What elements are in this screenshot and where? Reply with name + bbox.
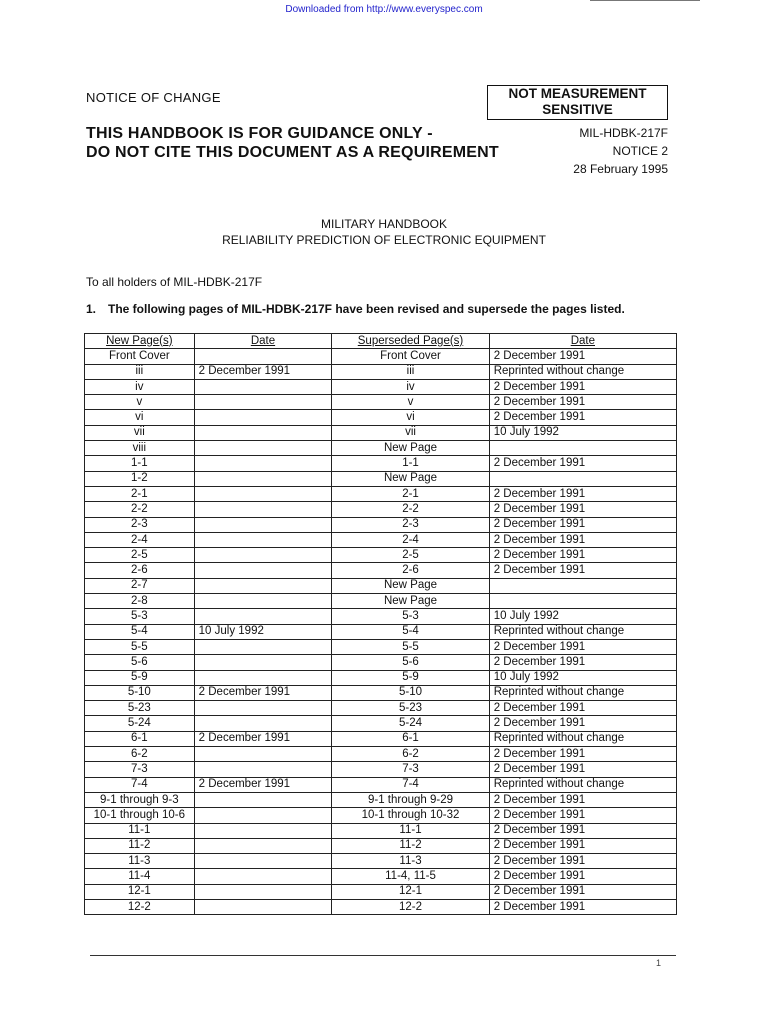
superseded-page-cell: 5-3 <box>332 609 489 624</box>
handbook-title <box>0 216 768 248</box>
superseded-page-cell: 11-2 <box>332 838 489 853</box>
document-identifier <box>560 124 668 178</box>
table-row <box>85 685 677 700</box>
nms-line-1: NOT MEASUREMENT <box>508 86 647 101</box>
new-date-cell <box>194 747 332 762</box>
header-superseded-pages: Superseded Page(s) <box>332 334 489 349</box>
new-date-cell <box>194 578 332 593</box>
table-row <box>85 532 677 547</box>
superseded-date-cell: 2 December 1991 <box>489 792 676 807</box>
superseded-page-cell: 9-1 through 9-29 <box>332 792 489 807</box>
item-number: 1. <box>86 302 97 316</box>
table-row <box>85 838 677 853</box>
new-page-cell: 5-23 <box>85 701 195 716</box>
superseded-date-cell: 2 December 1991 <box>489 838 676 853</box>
nms-line-2: SENSITIVE <box>542 102 613 117</box>
table-row <box>85 854 677 869</box>
superseded-date-cell: 2 December 1991 <box>489 502 676 517</box>
footer-rule <box>90 955 676 956</box>
new-page-cell: 2-6 <box>85 563 195 578</box>
new-date-cell <box>194 502 332 517</box>
new-page-cell: 6-1 <box>85 731 195 746</box>
superseded-page-cell: vii <box>332 425 489 440</box>
new-page-cell: iii <box>85 364 195 379</box>
new-date-cell <box>194 792 332 807</box>
new-date-cell <box>194 639 332 654</box>
superseded-page-cell: 10-1 through 10-32 <box>332 808 489 823</box>
superseded-page-cell: 12-2 <box>332 899 489 914</box>
superseded-date-cell: 2 December 1991 <box>489 517 676 532</box>
table-row <box>85 701 677 716</box>
page-number: 1 <box>656 958 662 968</box>
new-page-cell: 11-3 <box>85 854 195 869</box>
new-page-cell: 5-9 <box>85 670 195 685</box>
superseded-date-cell: Reprinted without change <box>489 731 676 746</box>
table-row <box>85 609 677 624</box>
superseded-page-cell: v <box>332 395 489 410</box>
handbook-title-line-2: RELIABILITY PREDICTION OF ELECTRONIC EQUIPMENT <box>222 233 546 247</box>
superseded-date-cell: 2 December 1991 <box>489 548 676 563</box>
table-row <box>85 823 677 838</box>
table-row <box>85 792 677 807</box>
new-page-cell: 2-1 <box>85 486 195 501</box>
superseded-date-cell: 10 July 1992 <box>489 609 676 624</box>
new-date-cell <box>194 609 332 624</box>
superseded-date-cell: Reprinted without change <box>489 685 676 700</box>
new-page-cell: 12-2 <box>85 899 195 914</box>
new-page-cell: 5-24 <box>85 716 195 731</box>
table-body <box>85 349 677 915</box>
new-date-cell <box>194 899 332 914</box>
table-row <box>85 502 677 517</box>
notice-number: NOTICE 2 <box>612 144 668 158</box>
superseded-date-cell: 2 December 1991 <box>489 486 676 501</box>
superseded-page-cell: 7-3 <box>332 762 489 777</box>
new-page-cell: 5-3 <box>85 609 195 624</box>
superseded-date-cell <box>489 441 676 456</box>
superseded-page-cell: New Page <box>332 594 489 609</box>
superseded-page-cell: iv <box>332 379 489 394</box>
superseded-page-cell: iii <box>332 364 489 379</box>
new-date-cell <box>194 517 332 532</box>
table-row <box>85 471 677 486</box>
new-date-cell <box>194 563 332 578</box>
addressee-line: To all holders of MIL-HDBK-217F <box>86 275 263 289</box>
new-date-cell: 10 July 1992 <box>194 624 332 639</box>
superseded-date-cell: 2 December 1991 <box>489 456 676 471</box>
table-row <box>85 762 677 777</box>
new-page-cell: 5-10 <box>85 685 195 700</box>
new-date-cell <box>194 594 332 609</box>
new-date-cell <box>194 532 332 547</box>
superseded-date-cell: Reprinted without change <box>489 364 676 379</box>
superseded-page-cell: 2-1 <box>332 486 489 501</box>
new-date-cell <box>194 349 332 364</box>
new-date-cell <box>194 838 332 853</box>
table-row <box>85 425 677 440</box>
table-row <box>85 884 677 899</box>
doc-date: 28 February 1995 <box>573 162 668 176</box>
guidance-line-2: DO NOT CITE THIS DOCUMENT AS A REQUIREMENT <box>86 144 499 161</box>
not-measurement-sensitive-box <box>487 85 668 120</box>
superseded-page-cell: 2-5 <box>332 548 489 563</box>
new-date-cell <box>194 854 332 869</box>
superseded-date-cell: 2 December 1991 <box>489 716 676 731</box>
table-row <box>85 364 677 379</box>
superseded-page-cell: 2-4 <box>332 532 489 547</box>
superseded-page-cell: 5-23 <box>332 701 489 716</box>
header-new-pages: New Page(s) <box>85 334 195 349</box>
superseded-date-cell: 2 December 1991 <box>489 563 676 578</box>
table-row <box>85 777 677 792</box>
new-date-cell <box>194 701 332 716</box>
new-page-cell: viii <box>85 441 195 456</box>
new-page-cell: 2-8 <box>85 594 195 609</box>
new-page-cell: 11-2 <box>85 838 195 853</box>
guidance-line-1: THIS HANDBOOK IS FOR GUIDANCE ONLY - <box>86 125 433 142</box>
superseded-date-cell: 2 December 1991 <box>489 762 676 777</box>
new-page-cell: 11-1 <box>85 823 195 838</box>
new-page-cell: iv <box>85 379 195 394</box>
superseded-page-cell: 2-6 <box>332 563 489 578</box>
superseded-date-cell: 2 December 1991 <box>489 379 676 394</box>
new-page-cell: 7-4 <box>85 777 195 792</box>
instruction-item-1 <box>86 302 625 316</box>
table-row <box>85 594 677 609</box>
table-row <box>85 486 677 501</box>
new-date-cell <box>194 884 332 899</box>
superseded-page-cell: 6-1 <box>332 731 489 746</box>
new-page-cell: 5-4 <box>85 624 195 639</box>
header-superseded-date: Date <box>489 334 676 349</box>
new-page-cell: 2-4 <box>85 532 195 547</box>
table-row <box>85 747 677 762</box>
superseded-page-cell: 7-4 <box>332 777 489 792</box>
new-date-cell: 2 December 1991 <box>194 685 332 700</box>
new-date-cell <box>194 716 332 731</box>
superseded-date-cell <box>489 471 676 486</box>
superseded-page-cell: New Page <box>332 441 489 456</box>
new-page-cell: 1-1 <box>85 456 195 471</box>
table-row <box>85 456 677 471</box>
doc-number: MIL-HDBK-217F <box>579 126 668 140</box>
new-page-cell: 10-1 through 10-6 <box>85 808 195 823</box>
superseded-page-cell: 1-1 <box>332 456 489 471</box>
new-page-cell: vi <box>85 410 195 425</box>
superseded-date-cell: 2 December 1991 <box>489 747 676 762</box>
superseded-page-cell: 5-10 <box>332 685 489 700</box>
superseded-page-cell: 5-5 <box>332 639 489 654</box>
superseded-date-cell: 2 December 1991 <box>489 869 676 884</box>
new-date-cell <box>194 655 332 670</box>
superseded-page-cell: 11-4, 11-5 <box>332 869 489 884</box>
superseded-date-cell <box>489 578 676 593</box>
superseded-page-cell: New Page <box>332 578 489 593</box>
table-row <box>85 624 677 639</box>
superseded-page-cell: vi <box>332 410 489 425</box>
superseded-date-cell: 2 December 1991 <box>489 655 676 670</box>
new-page-cell: 2-7 <box>85 578 195 593</box>
superseded-date-cell: 2 December 1991 <box>489 532 676 547</box>
superseded-date-cell: 2 December 1991 <box>489 808 676 823</box>
table-row <box>85 869 677 884</box>
table-row <box>85 655 677 670</box>
new-page-cell: 7-3 <box>85 762 195 777</box>
superseded-page-cell: 5-24 <box>332 716 489 731</box>
new-page-cell: 9-1 through 9-3 <box>85 792 195 807</box>
table-row <box>85 808 677 823</box>
superseded-date-cell: 2 December 1991 <box>489 884 676 899</box>
superseded-page-cell: 2-3 <box>332 517 489 532</box>
new-page-cell: v <box>85 395 195 410</box>
new-date-cell <box>194 548 332 563</box>
table-row <box>85 517 677 532</box>
superseded-date-cell: 2 December 1991 <box>489 639 676 654</box>
new-date-cell <box>194 823 332 838</box>
new-date-cell <box>194 869 332 884</box>
superseded-date-cell: 2 December 1991 <box>489 854 676 869</box>
page-change-table <box>84 333 677 915</box>
new-page-cell: vii <box>85 425 195 440</box>
download-source-link[interactable]: Downloaded from http://www.everyspec.com <box>285 4 483 15</box>
new-page-cell: Front Cover <box>85 349 195 364</box>
new-page-cell: 5-6 <box>85 655 195 670</box>
notice-of-change-label: NOTICE OF CHANGE <box>86 90 221 105</box>
superseded-date-cell: 2 December 1991 <box>489 823 676 838</box>
new-date-cell <box>194 441 332 456</box>
superseded-page-cell: New Page <box>332 471 489 486</box>
guidance-statement <box>86 124 499 162</box>
superseded-date-cell <box>489 594 676 609</box>
superseded-date-cell: 10 July 1992 <box>489 425 676 440</box>
superseded-date-cell: Reprinted without change <box>489 624 676 639</box>
table-row <box>85 670 677 685</box>
superseded-page-cell: 6-2 <box>332 747 489 762</box>
new-date-cell <box>194 410 332 425</box>
superseded-page-cell: 12-1 <box>332 884 489 899</box>
new-page-cell: 2-3 <box>85 517 195 532</box>
new-page-cell: 2-2 <box>85 502 195 517</box>
new-date-cell <box>194 670 332 685</box>
new-page-cell: 1-2 <box>85 471 195 486</box>
superseded-date-cell: Reprinted without change <box>489 777 676 792</box>
new-date-cell: 2 December 1991 <box>194 731 332 746</box>
new-page-cell: 12-1 <box>85 884 195 899</box>
superseded-page-cell: Front Cover <box>332 349 489 364</box>
superseded-date-cell: 2 December 1991 <box>489 899 676 914</box>
table-row <box>85 548 677 563</box>
new-date-cell <box>194 471 332 486</box>
new-date-cell: 2 December 1991 <box>194 364 332 379</box>
superseded-page-cell: 11-1 <box>332 823 489 838</box>
header-new-date: Date <box>194 334 332 349</box>
item-text: The following pages of MIL-HDBK-217F have been revised and supersede the pages listed. <box>108 302 625 316</box>
top-edge-rule <box>590 0 700 1</box>
superseded-date-cell: 2 December 1991 <box>489 410 676 425</box>
new-date-cell <box>194 762 332 777</box>
table-row <box>85 563 677 578</box>
handbook-title-line-1: MILITARY HANDBOOK <box>320 217 448 231</box>
new-date-cell <box>194 808 332 823</box>
new-page-cell: 2-5 <box>85 548 195 563</box>
table-row <box>85 639 677 654</box>
superseded-date-cell: 2 December 1991 <box>489 349 676 364</box>
superseded-date-cell: 2 December 1991 <box>489 701 676 716</box>
superseded-page-cell: 11-3 <box>332 854 489 869</box>
new-date-cell <box>194 425 332 440</box>
superseded-page-cell: 5-6 <box>332 655 489 670</box>
table-row <box>85 578 677 593</box>
table-row <box>85 395 677 410</box>
new-date-cell <box>194 486 332 501</box>
new-date-cell <box>194 456 332 471</box>
superseded-page-cell: 5-4 <box>332 624 489 639</box>
superseded-page-cell: 2-2 <box>332 502 489 517</box>
new-date-cell <box>194 379 332 394</box>
table-header-row <box>85 334 677 349</box>
table-row <box>85 899 677 914</box>
new-page-cell: 11-4 <box>85 869 195 884</box>
table-row <box>85 441 677 456</box>
table-row <box>85 716 677 731</box>
table-row <box>85 410 677 425</box>
superseded-date-cell: 10 July 1992 <box>489 670 676 685</box>
superseded-date-cell: 2 December 1991 <box>489 395 676 410</box>
new-page-cell: 6-2 <box>85 747 195 762</box>
new-page-cell: 5-5 <box>85 639 195 654</box>
table-row <box>85 349 677 364</box>
new-date-cell <box>194 395 332 410</box>
table-row <box>85 731 677 746</box>
superseded-page-cell: 5-9 <box>332 670 489 685</box>
table-row <box>85 379 677 394</box>
new-date-cell: 2 December 1991 <box>194 777 332 792</box>
